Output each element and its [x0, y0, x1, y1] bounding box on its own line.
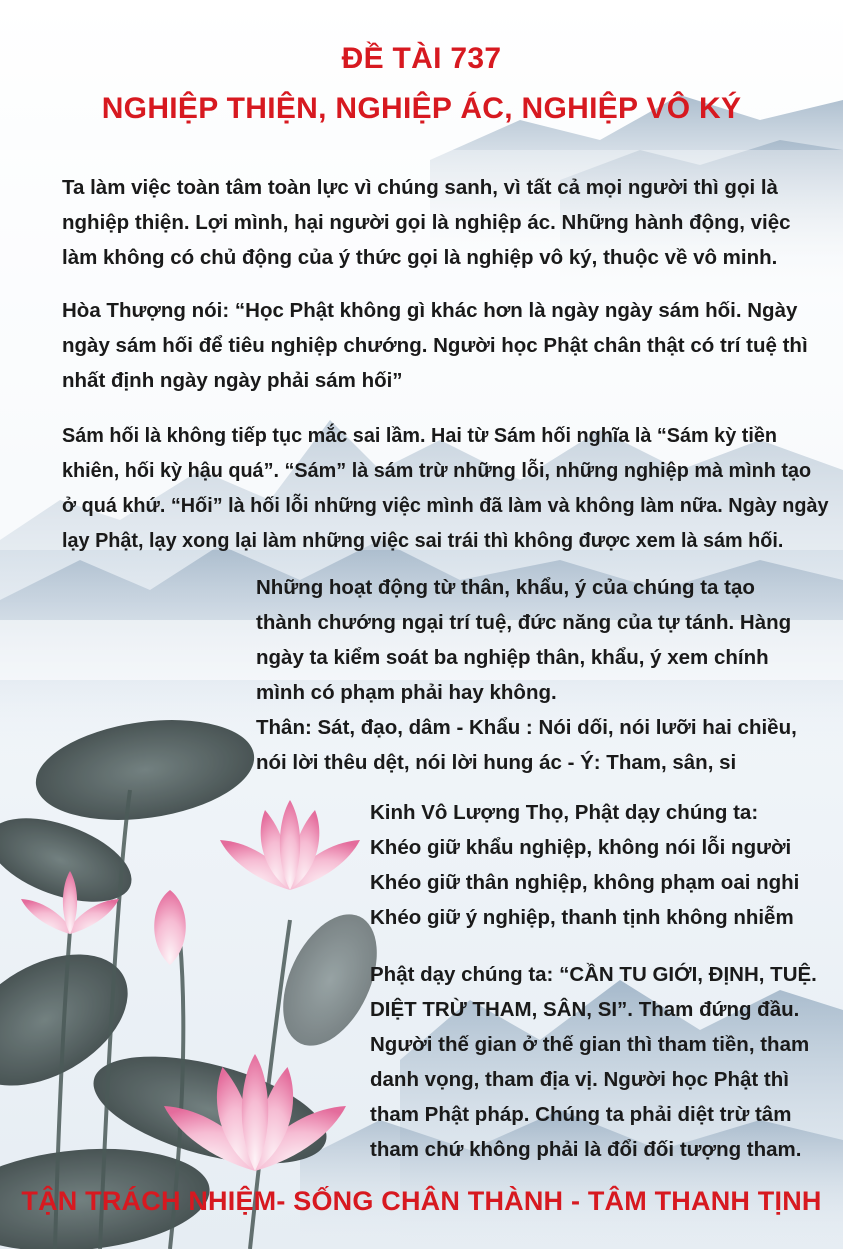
text-line: thành chướng ngại trí tuệ, đức năng của tự tánh. Hàng [256, 611, 792, 634]
footer-slogan: TẬN TRÁCH NHIỆM- SỐNG CHÂN THÀNH - TÂM THANH TỊNH [21, 1186, 822, 1216]
text-line: làm không có chủ động của ý thức gọi là nghiệp vô ký, thuộc về vô minh. [62, 246, 778, 269]
text-line: Sám hối là không tiếp tục mắc sai lầm. Hai từ Sám hối nghĩa là “Sám kỳ tiền [62, 424, 777, 447]
text-line: Thân: Sát, đạo, dâm - Khẩu : Nói dối, nói lưỡi hai chiều, [256, 716, 797, 739]
text-line: Khéo giữ khẩu nghiệp, không nói lỗi người [370, 836, 792, 859]
text-line: tham chứ không phải là đổi đối tượng tham. [370, 1138, 802, 1161]
text-line: Khéo giữ thân nghiệp, không phạm oai nghi [370, 871, 800, 894]
text-line: ngày ta kiểm soát ba nghiệp thân, khẩu, ý xem chính [256, 646, 769, 669]
text-line: nghiệp thiện. Lợi mình, hại người gọi là nghiệp ác. Những hành động, việc [62, 211, 791, 234]
text-line: lạy Phật, lạy xong lại làm những việc sai trái thì không được xem là sám hối. [62, 529, 784, 552]
paragraph-karma-definitions [62, 170, 791, 275]
text-line: khiên, hối kỳ hậu quá”. “Sám” là sám trừ những lỗi, những nghiệp mà mình tạo [62, 459, 812, 482]
text-line: Khéo giữ ý nghiệp, thanh tịnh không nhiễm [370, 906, 794, 929]
text-line: ngày sám hối để tiêu nghiệp chướng. Người học Phật chân thật có trí tuệ thì [62, 334, 808, 357]
text-line: danh vọng, tham địa vị. Người học Phật thì [370, 1068, 789, 1091]
paragraph-quote [62, 293, 808, 398]
text-line: Ta làm việc toàn tâm toàn lực vì chúng sanh, vì tất cả mọi người thì gọi là [62, 176, 778, 199]
text-line: Người thế gian ở thế gian thì tham tiền, tham [370, 1033, 810, 1056]
text-line: Những hoạt động từ thân, khẩu, ý của chúng ta tạo [256, 576, 755, 599]
text-line: nói lời thêu dệt, nói lời hung ác - Ý: Tham, sân, si [256, 751, 737, 774]
paragraph-sutra [370, 795, 799, 935]
text-line: ở quá khứ. “Hối” là hối lỗi những việc mình đã làm và không làm nữa. Ngày ngày [62, 494, 829, 517]
paragraph-repentance [62, 418, 829, 558]
paragraph-three-karmas [256, 570, 797, 780]
text-line: Phật dạy chúng ta: “CẦN TU GIỚI, ĐỊNH, TUỆ. [370, 963, 817, 986]
text-line: DIỆT TRỪ THAM, SÂN, SI”. Tham đứng đầu. [370, 998, 800, 1021]
text-line: Kinh Vô Lượng Thọ, Phật dạy chúng ta: [370, 801, 759, 824]
text-line: nhất định ngày ngày phải sám hối” [62, 369, 403, 392]
text-line: mình có phạm phải hay không. [256, 681, 557, 704]
paragraph-precepts [370, 957, 817, 1167]
text-line: Hòa Thượng nói: “Học Phật không gì khác hơn là ngày ngày sám hối. Ngày [62, 299, 798, 322]
page-title: NGHIỆP THIỆN, NGHIỆP ÁC, NGHIỆP VÔ KÝ [101, 92, 742, 125]
topic-number: ĐỀ TÀI 737 [341, 42, 502, 75]
text-line: tham Phật pháp. Chúng ta phải diệt trừ tâm [370, 1103, 792, 1126]
